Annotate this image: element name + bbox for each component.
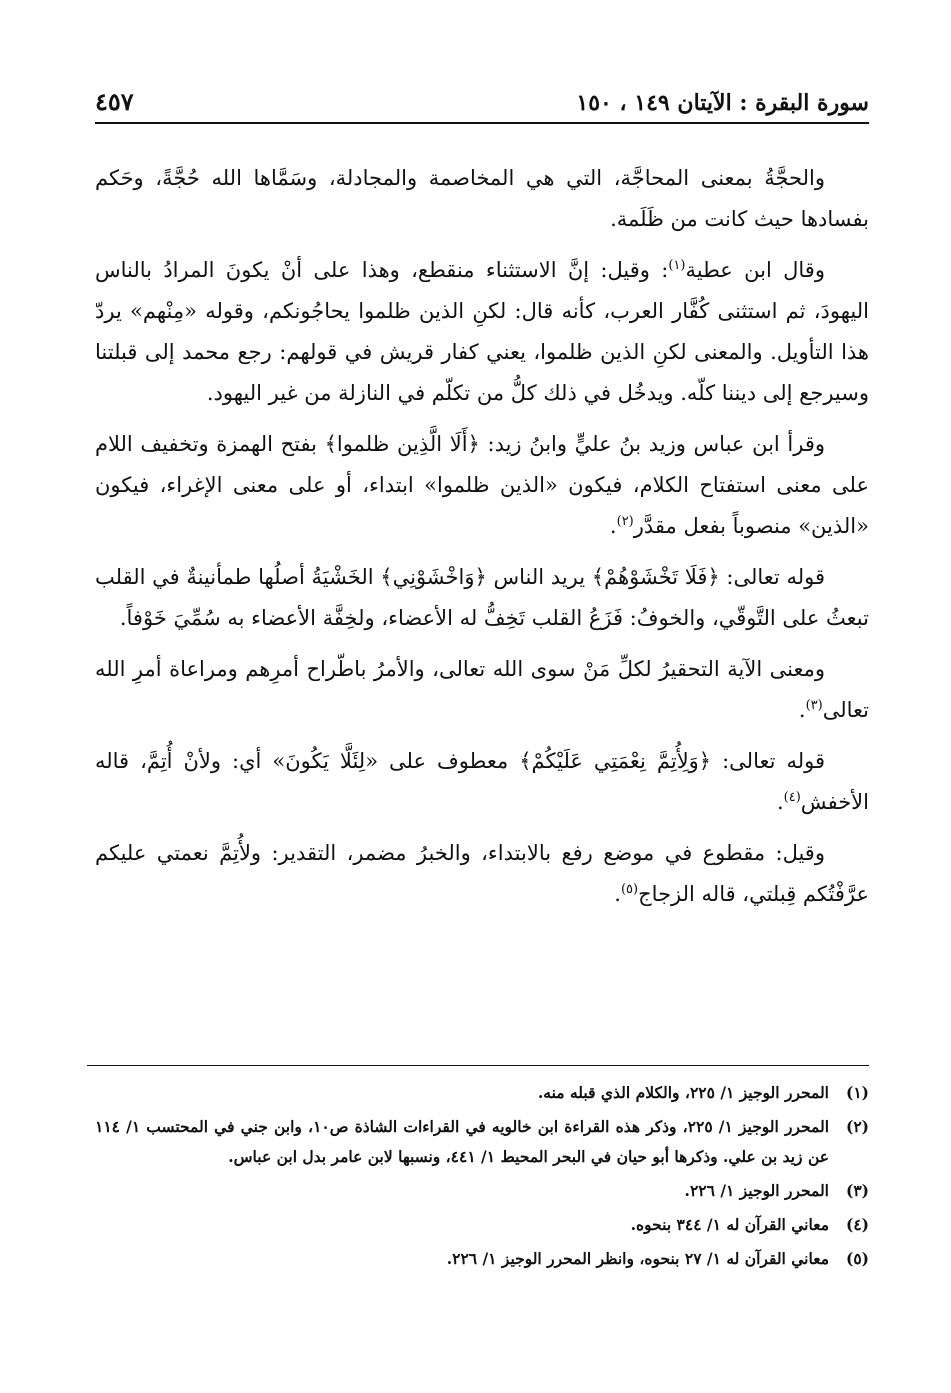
paragraph: ومعنى الآية التحقيرُ لكلِّ مَنْ سوى الله تعالى، والأمرُ باطّراح أمرِهم ومراعاة أمرِ الله تعالى$^{(٣)}$.: [95, 657, 869, 722]
footnote: [95, 1244, 869, 1274]
paragraph: وقرأ ابن عباس وزيد بنُ عليٍّ وابنُ زيد: ﴿أَلَا الَّذِين ظلموا﴾ بفتح الهمزة وتخفيف اللام على معنى استفتاح الكلام، فيكون «الذين ظلموا» ابتداء، أو على معنى الإغراء، فيكون «الذين» منصوباً بفعل مقدَّر$^{(٢)}$.: [95, 432, 869, 538]
footnote-number: (٥): [845, 1249, 869, 1268]
footnote-text: المحرر الوجيز ١/ ٢٢٦.: [684, 1181, 829, 1200]
page-number: ٤٥٧: [95, 87, 134, 116]
footnote-ref[interactable]: (٢): [616, 514, 634, 529]
footnote-number: (٤): [845, 1215, 869, 1234]
footnote-text: معاني القرآن له ١/ ٣٤٤ بنحوه.: [630, 1215, 829, 1234]
paragraph: وقال ابن عطية$^{(١)}$: وقيل: إنَّ الاستثناء منقطع، وهذا على أنْ يكونَ المرادُ بالناس اليهودَ، ثم استثنى كُفَّار العرب، كأنه قال: لكنِ الذين ظلموا يحاجُونكم، وقوله «مِنْهم» يردّ هذا التأويل. والمعنى لكنِ الذين ظلموا، يعني كفار قريش في قولهم: رجع محمد إلى قبلتنا وسيرجع إلى ديننا كلّه. ويدخُل في ذلك كلُّ من تكلّم في النازلة من غير اليهود.: [95, 258, 869, 405]
footnote: [95, 1210, 869, 1240]
footnote-text: المحرر الوجيز ١/ ٢٢٥، وذكر هذه القراءة ابن خالويه في القراءات الشاذة ص١٠، وابن جني في المحتسب ١/ ١١٤ عن زيد بن علي. وذكرها أبو حيان في البحر المحيط ١/ ٤٤١، ونسبها لابن عامر بدل ابن عباس.: [95, 1117, 830, 1166]
paragraph: قوله تعالى: ﴿وَلِأُتِمَّ نِعْمَتِي عَلَيْكُمْ﴾ معطوف على «لِئَلَّا يَكُونَ» أي: ولأنْ أُتِمَّ، قاله الأخفش$^{(٤)}$.: [95, 749, 869, 814]
footnote: [95, 1176, 869, 1206]
running-title: سورة البقرة : الآيتان ١٤٩ ، ١٥٠: [576, 90, 869, 116]
footnotes: [95, 1078, 869, 1278]
footnote-text: معاني القرآن له ١/ ٢٧ بنحوه، وانظر المحرر الوجيز ١/ ٢٢٦.: [446, 1249, 829, 1268]
footnote-number: (٢): [845, 1117, 869, 1136]
footnote-ref[interactable]: (٣): [805, 698, 823, 713]
footnote-text: المحرر الوجيز ١/ ٢٢٥، والكلام الذي قبله منه.: [537, 1083, 829, 1102]
paragraph: قوله تعالى: ﴿فَلَا تَخْشَوْهُمْ﴾ يريد الناس ﴿وَاخْشَوْنِي﴾ الخَشْيَةُ أصلُها طمأنينةٌ في القلب تبعثُ على التَّوقّي، والخوفُ: فَزَعُ القلب تَخِفُّ له الأعضاء، ولخِفَّة الأعضاء به سُمِّيَ خَوْفاً.: [95, 565, 869, 630]
paragraph: والحجَّةُ بمعنى المحاجَّة، التي هي المخاصمة والمجادلة، وسَمَّاها الله حُجَّةً، وحَكم بفسادها حيث كانت من ظَلَمة.: [95, 166, 869, 231]
footnote: [95, 1078, 869, 1108]
footnote-ref[interactable]: (١): [668, 258, 686, 273]
footnote: [95, 1112, 869, 1172]
footnote-separator: [87, 1065, 869, 1066]
footnote-number: (١): [845, 1083, 869, 1102]
paragraph: وقيل: مقطوع في موضع رفع بالابتداء، والخبرُ مضمر، التقدير: ولأُتِمَّ نعمتي عليكم عرَّفْتُكم قِبلتي، قاله الزجاج$^{(٥)}$.: [95, 841, 869, 906]
footnote-number: (٣): [845, 1181, 869, 1200]
footnote-ref[interactable]: (٤): [783, 790, 801, 805]
main-text: [95, 158, 869, 925]
page-header: [95, 84, 869, 124]
footnote-ref[interactable]: (٥): [620, 882, 639, 897]
